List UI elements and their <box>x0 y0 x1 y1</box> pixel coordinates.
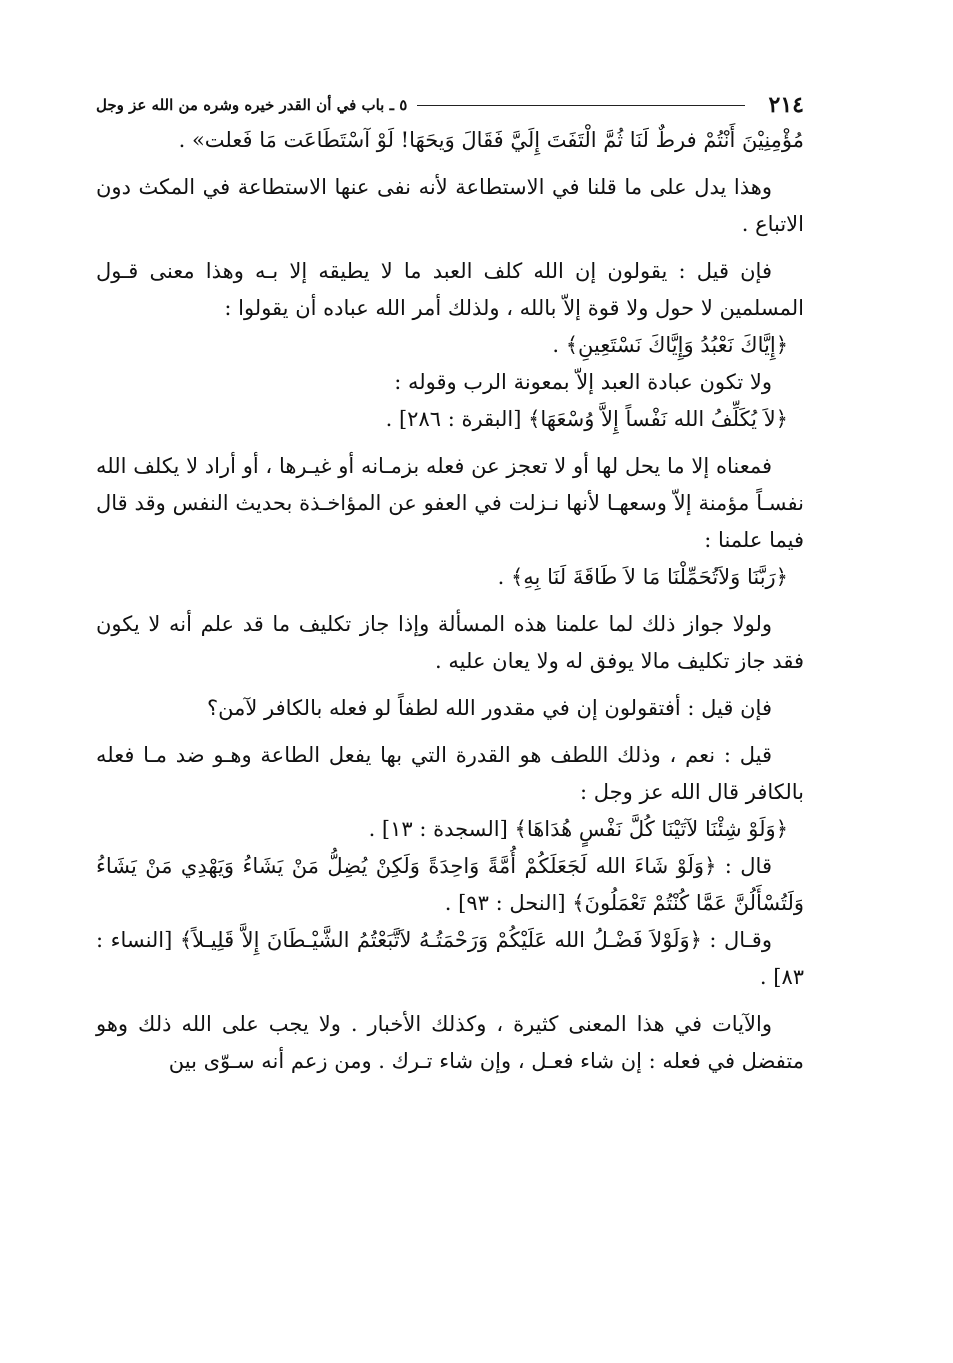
paragraph: قيل : نعم ، وذلك اللطف هو القدرة التي بها يفعل الطاعة وهـو ضد مـا فعله بالكافر قال الله عز وجل : <box>96 743 804 804</box>
quran-verse: ﴿لاَ يُكَلِّفُ الله نَفْساً إِلاَّ وُسْعَهَا﴾ [البقرة : ٢٨٦] . <box>385 407 788 431</box>
paragraph: قال : ﴿وَلَوْ شَاءَ الله لَجَعَلَكُمْ أُمَّةً وَاحِدَةً وَلَكِنْ يُضِلُّ مَنْ يَشَاءُ وَيَهْدِي مَنْ يَشَاءُ وَلَتُسْأَلُنَّ عَمَّا كُنْتُمْ تَعْمَلُونَ﴾ [النحل : ٩٣] . <box>96 854 804 915</box>
chapter-title: ٥ ـ باب في أن القدر خيره وشره من الله عز وجل <box>96 96 408 114</box>
paragraph: والآيات في هذا المعنى كثيرة ، وكذلك الأخبار . ولا يجب على الله ذلك وهو متفضل في فعله : إن شاء فعـل ، وإن شاء تـرك . ومن زعم أنه سـوّى بين <box>96 1012 804 1073</box>
paragraph: ولولا جواز ذلك لما علمنا هذه المسألة وإذا جاز تكليف ما قد علم أنه لا يكون فقد جاز تكليف مالا يوفق له ولا يعان عليه . <box>96 612 804 673</box>
book-page <box>96 88 804 1080</box>
paragraph: ولا تكون عبادة العبد إلاّ بمعونة الرب وقوله : <box>394 370 772 394</box>
hadith-continuation: مُؤْمِنِيْنَ أَنْتُمْ فرطٌ لَنَا ثُمَّ الْتَفَتَ إِلَيَّ فَقَالَ وَيحَهَا! لَوْ آسْتَطَاعَت مَا فَعلت» . <box>178 128 804 152</box>
header-rule <box>417 105 744 106</box>
paragraph: فإن قيل : يقولون إن الله كلف العبد ما لا يطيقه إلا بـه وهذا معنى قـول المسلمين لا حول ولا قوة إلاّ بالله ، ولذلك أمر الله عباده أن يقولوا : <box>96 259 804 320</box>
quran-verse: ﴿وَلَوْ شِئْنَا لآتَيْنَا كُلَّ نَفْسٍ هُدَاهَا﴾ [السجدة : ١٣] . <box>368 817 788 841</box>
paragraph: وقـال : ﴿وَلَوْلاَ فَضْـلُ الله عَلَيْكُمْ وَرَحْمَتُـهُ لاَتَّبَعْتُمُ الشَّيْـطَانَ إِلاَّ قَلِيـلاً﴾ [النساء : ٨٣] . <box>96 928 804 989</box>
body-text <box>96 122 804 1080</box>
running-header <box>96 88 804 122</box>
quran-verse: ﴿إِيَّاكَ نَعْبُدُ وَإِيَّاكَ نَسْتَعِينِ﴾ . <box>552 333 788 357</box>
paragraph: فمعناه إلا ما يحل لها أو لا تعجز عن فعله بزمـانه أو غيـرها ، أو أراد لا يكلف الله نفسـاً مؤمنة إلاّ وسعهـا لأنها نـزلت في العفو عن المؤاخـذة بحديث النفس وقد قال فيما علمنا : <box>96 454 804 552</box>
paragraph: وهذا يدل على ما قلنا في الاستطاعة لأنه نفى عنها الاستطاعة في المكث دون الاتباع . <box>96 175 804 236</box>
quran-verse: ﴿رَبَّنَا وَلاَتُحَمِّلْنَا مَا لاَ طَاقَةَ لَنَا بِهِ﴾ . <box>497 565 788 589</box>
paragraph: فإن قيل : أفتقولون إن في مقدور الله لطفاً لو فعله بالكافر لآمن؟ <box>207 696 772 720</box>
page-number: ٢١٤ <box>768 92 804 118</box>
